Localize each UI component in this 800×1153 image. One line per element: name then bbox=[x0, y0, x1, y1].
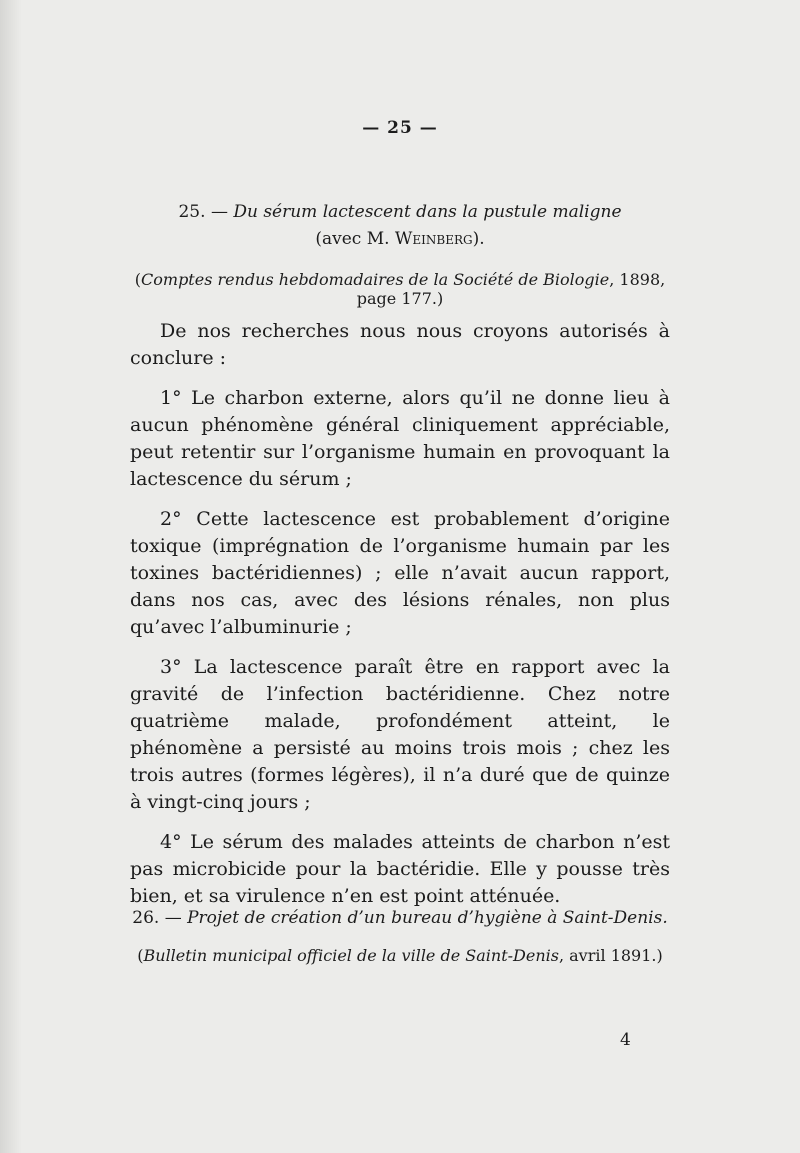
paragraph-1: 1° Le charbon externe, alors qu’il ne donne lieu à aucun phénomène général cliniquement appréciable, peut retentir sur l’organisme humain en provoquant la lactescence du sérum ; bbox=[130, 387, 670, 490]
entry-25-heading bbox=[130, 202, 670, 222]
entry-26-ref-details: , avril 1891.) bbox=[558, 946, 663, 965]
entry-26-reference bbox=[130, 946, 670, 965]
paragraph-3: 3° La lactescence paraît être en rapport avec la gravité de l’infection bactéridienne. Chez notre quatrième malade, profondément atteint, le phénomène a persisté au moins trois mois ; chez les trois autres (formes légères), il n’a duré que de quinze à vingt-cinq jours ; bbox=[130, 656, 670, 813]
signature-mark: 4 bbox=[620, 1030, 631, 1050]
entry-25-ref-details: , 1898, page 177.) bbox=[356, 270, 666, 308]
entry-25-with-end: ). bbox=[472, 229, 485, 249]
entry-25-coauthor-name: Weinberg bbox=[394, 229, 473, 249]
entry-26-heading bbox=[130, 908, 670, 928]
entry-25-title: Du sérum lactescent dans la pustule maligne bbox=[233, 202, 622, 222]
entry-25-coauthor bbox=[130, 229, 670, 249]
entry-26-ref-open: ( bbox=[137, 946, 144, 965]
entry-25-body bbox=[130, 318, 670, 923]
paragraph-intro: De nos recherches nous nous croyons autorisés à conclure : bbox=[130, 320, 670, 369]
entry-25-with: (avec M. bbox=[315, 229, 395, 249]
entry-25-dash: — bbox=[210, 202, 228, 222]
entry-26-title: Projet de création d’un bureau d’hygiène à Saint-Denis. bbox=[187, 908, 668, 928]
paragraph-2: 2° Cette lactescence est probablement d’origine toxique (imprégnation de l’organisme humain par les toxines bactéridiennes) ; elle n’avait aucun rapport, dans nos cas, avec des lésions rénales, non plus qu’avec l’albuminurie ; bbox=[130, 508, 670, 638]
entry-25-ref-open: ( bbox=[134, 270, 142, 289]
entry-25-ref-journal: Comptes rendus hebdomadaires de la Société de Biologie bbox=[141, 270, 610, 289]
entry-26-dash: — bbox=[164, 908, 182, 928]
entry-26-number: 26. bbox=[132, 908, 160, 928]
paragraph-4: 4° Le sérum des malades atteints de charbon n’est pas microbicide pour la bactéridie. Elle y pousse très bien, et sa virulence n’en est point atténuée. bbox=[130, 831, 670, 907]
entry-26-ref-journal: Bulletin municipal officiel de la ville de Saint-Denis bbox=[143, 946, 559, 965]
page-edge-shadow bbox=[0, 0, 22, 1153]
entry-25-reference bbox=[130, 270, 670, 308]
page-number: — 25 — bbox=[362, 118, 438, 138]
entry-25-number: 25. bbox=[178, 202, 206, 222]
